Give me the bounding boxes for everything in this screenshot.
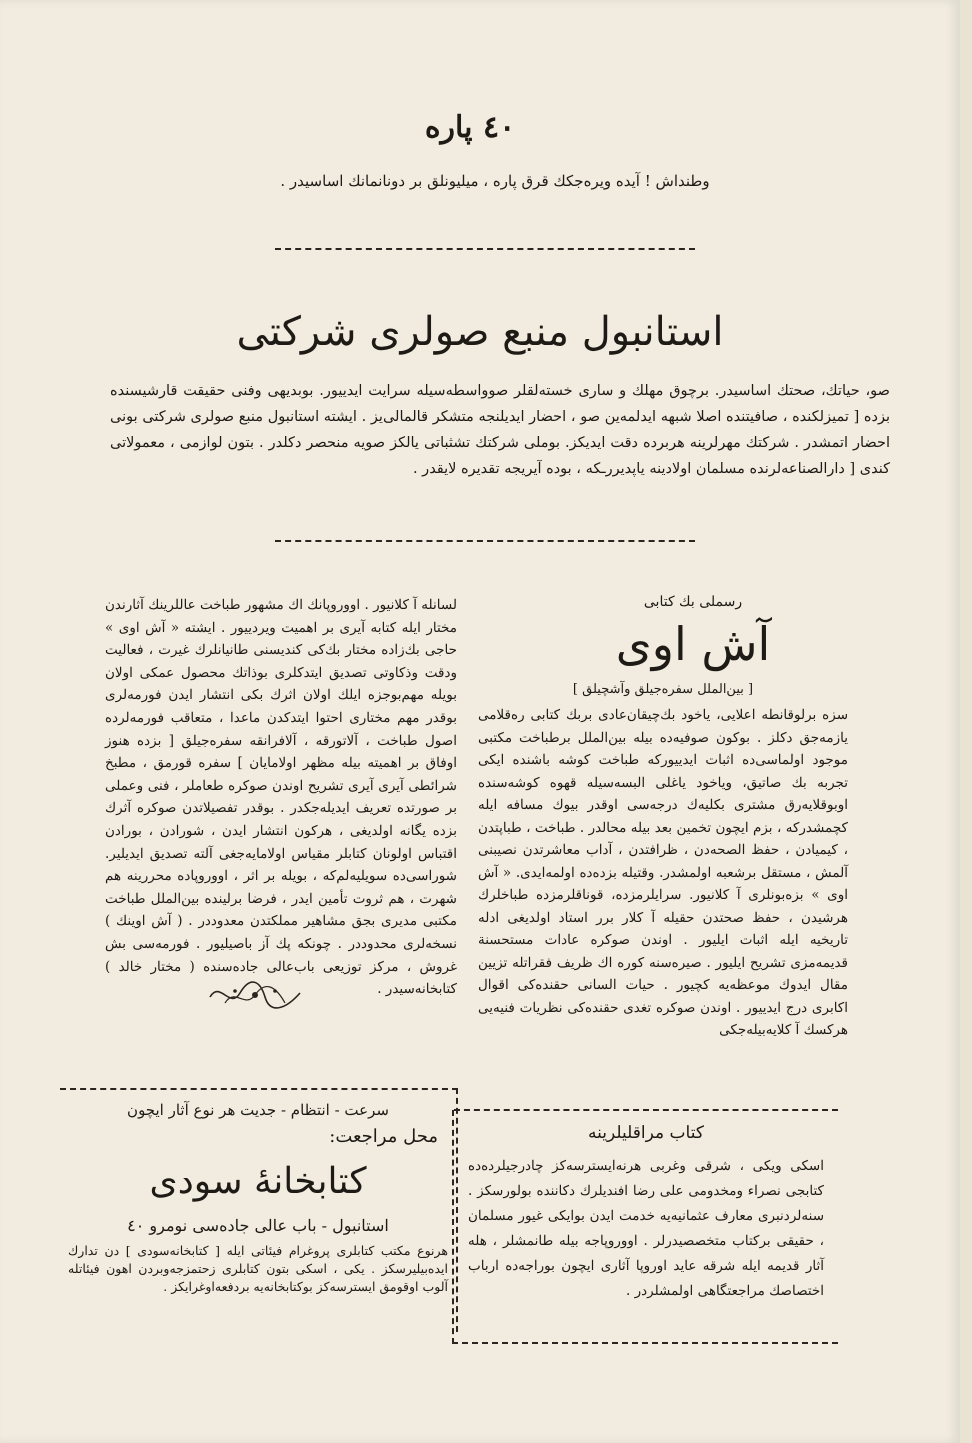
ad-address-label: محل مراجعت: — [329, 1126, 438, 1147]
ornament-icon — [205, 975, 305, 1015]
ad-headline: سرعت - انتظام - جدیت هر نوع آثار ایچون — [127, 1101, 389, 1119]
book-body: سزه برلوقانطه اعلایی، یاخود بك‌چیقان‌عادی بربك كتابی ره‌قلامی یازمه‌جق دكلز . بوكون صوفیه‌ده بیله بین‌الملل برطباخت مكتبی موجود اولماسی‌ده اثبات ایدییوركه طباخت كوشه باشنده ایكی تجربه بك صاتیق، ویاخود یاغلی البسه‌سیله قهوه كوشه‌سنده اوبوقلایه‌رق مشتری بكلیه‌ك درجه‌سی اوقدر بیوك مسافه ایله كچمشدركه ، بزم ایچون تخمین بعد بیله محالدر . طباخت ، طباپتدن ، كیمیادن ، حفظ الصحه‌دن ، ظرافتدن ، آداب معاشرتدن نصیبنی آلمش ، مستقل برشعبه اولمشدر. وقتیله بزده‌ده اولمه‌ایدی. « آش اوی » بزه‌بونلری آ كلانیور. سرایلرمزده، قوناقلرمزده طباخلرك هرشیدن ، حفظ صحتدن حقیله آ كلار برر استاد اولدیغی ادله تاریخیه ایله اثبات ایلیور . اوندن صوكره عادات مستحسنة قدیمه‌مزی تشریح ایلیور . صیره‌سنه كوره اك ظریف فقراتله تزیین مقال ایدوك موعظه‌یه كچیور . حیات السانی حقنده‌كی اقوال اكابری درج ایدییور . اوندن صوكره تغدی حقنده‌كی نظریات فنیه‌یی هركسك آ كلایه‌بیله‌جكی — [478, 707, 848, 1038]
price-heading: ٤٠ پاره — [424, 110, 516, 145]
left-column-text: لسانله آ كلانیور . اووروپانك اك مشهور طباخت عاللرینك آثارندن مختار ایله كتابه آیری بر اهمیت ویردییور . ایشته « آش اوی » حاجی بك‌زاده مختار بك‌كی كندیسنی طانیانلرك غیرت ، فعالیت ودقت وذكاوتی تصدیق ایتدكلری بوذاتك محصول عمكی اولان بویله مهم‌بوجزه ایلك اولان اثرك بكی انتشار ایدن فورمه‌لری بوقدر مهم مختاری احتوا ایتدكدن ماعدا ، متعاقب فورمه‌لرده اصول طباخت ، آلاتورقه ، آلافرانقه سفره‌جیلق [ بزده هنوز اوفاق بر اهمیته بیله مظهر اولامایان ] سفره قورمق ، مطبخ شرائطی آیری آیری تشریح اوندن صوكره طعاملر ، فنی وعملی بر صورتده تعریف ایدیله‌جكدر . بوقدر تفصیلاتدن صوكره آثرك بزده یگانه اولدیغی ، هركون انتشار ایدن ، شورادن ، بورادن اقتباس اولونان كتابلر مقیاس اولامایه‌جغی آلته تصدیق ایدیلیر. شوراسی‌ده سویلیه‌لم‌كه ، بویله بر اثر ، اووروپاده محررینه هم شهرت ، هم ثروت تأمین ایدر ، فرضا برلینده بین‌الملل طباخت مكتبی مدیری بجق مشاهیر مملكتدن معدوددر . ( آش اوینك ) نسخه‌لری محدوددر . چونكه پك آز باصیلیور . فورمه‌سی بش غروش ، مركز توزیعی باب‌عالی جاده‌سنده ( مختار خالد ) كتابخانه‌سیدر . — [105, 597, 457, 998]
book-lovers-notice-box — [452, 1110, 838, 1344]
book-advertisement — [478, 592, 848, 1042]
ad-store-name: كتابخانهٔ سودی — [149, 1161, 367, 1202]
book-subtitle: رسملی بك كتابی — [643, 594, 743, 610]
ad-address: استانبول - باب عالی جاده‌سی نومرو ٤٠ — [127, 1216, 389, 1235]
bookstore-ad-box — [60, 1088, 458, 1332]
notice-title: كتاب مراقلیلرینه — [588, 1123, 704, 1143]
ad-body: هرنوع مكتب كتابلری پروغرام فیئاتی ایله [ كتابخانه‌سودی ] دن تدارك ایده‌بیلیرسكز . یكی ، اسكی بتون كتابلری زحتمزجه‌وبردن اهون فیئاتله آلوب اوقومق ایسترسه‌كز بوكتابخانه‌یه بردفعه‌اوغرایكز . — [68, 1243, 448, 1294]
slogan-line: وطنداش ! آیده ویره‌جكك قرق پاره ، میلیونلق بر دونانمانك اساسیدر . — [280, 172, 710, 190]
company-title: استانبول منبع صولری شرکتی — [236, 309, 724, 355]
dashed-divider-top — [275, 248, 695, 250]
dashed-divider-middle — [275, 540, 695, 542]
notice-body: اسكی ویكی ، شرقی وغربی هرنه‌ایسترسه‌كز چادرجیلرده‌ده كتابجی نصراء ومخدومی علی رضا افندیلرك دكاننده بولورسكز . سنه‌لردنبری معارف عثمانیه‌یه خدمت ایدن بوایكی غیور مسلمان ، حقیقی بركتاب متخصصیدرلر . اووروپاجه بیله طانمشلر ، هله آثار قدیمه ایله شرقه عاید اوروپا آثاری ایچون بوراجه‌ده ارباب اختصاصك مراجعتگاهی اولمشلردر . — [468, 1158, 824, 1299]
company-body: صو، حیاتك، صحتك اساسیدر. برچوق مهلك و ساری خسته‌لقلر صوواسطه‌سیله سرایت ایدییور. بوبدیهی وفنی حقیقت قارشیسنده بزده [ تمیزلكنده ، صافیتنده اصلا شبهه ایدلمه‌ین صو ، احضار ایدیلنجه متشكر قالمالی‌یز . ایشته استانبول منبع صولری شرکتی بونی احضار اتمشدر . شرکتك مهرلرینه هربرده دقت ایدیكز. بوملی شرکتك تشثباتی یالكز صویه منحصر دكلدر . بتون لوازمی ، معمولاتی كندی [ دارالصناعه‌لرنده مسلمان اولادینه یاپدیرر‌ـكه ، بوده آیریجه تقدیره لایقدر . — [110, 383, 890, 477]
book-title: آش اوی — [615, 617, 771, 671]
book-bracket-note: [ بین‌الملل سفره‌جیلق وآشچیلق ] — [572, 682, 754, 697]
